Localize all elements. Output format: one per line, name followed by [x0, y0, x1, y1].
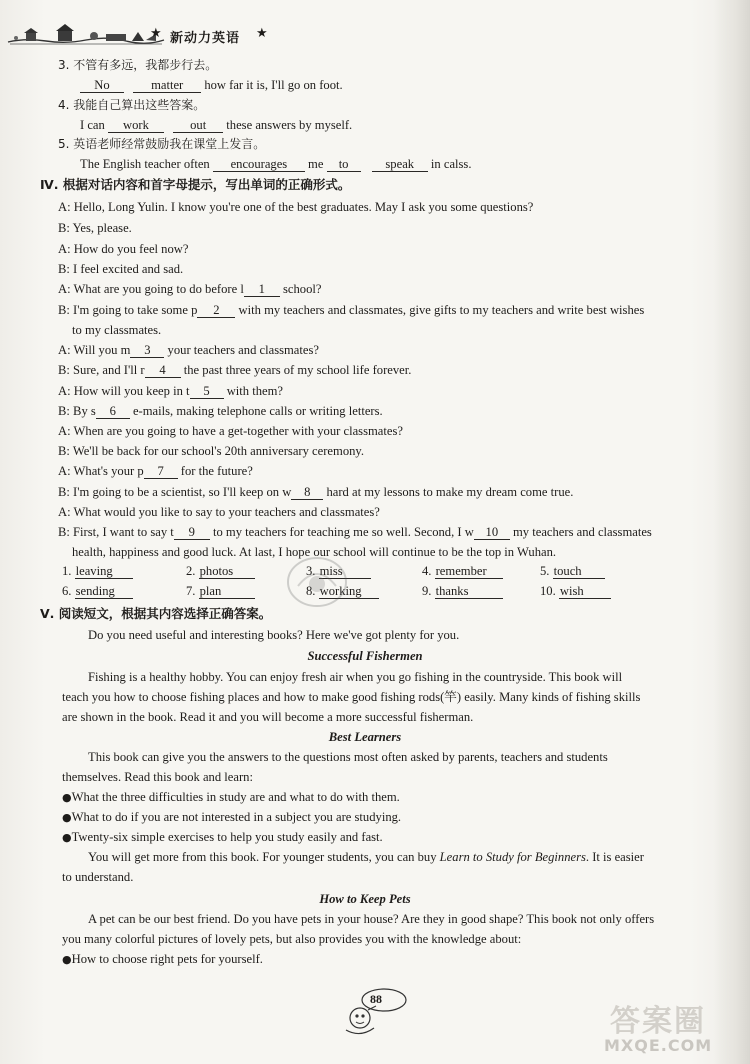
- sentence-text: how far it is, I'll go on foot.: [204, 78, 343, 92]
- page-number-badge: [338, 984, 428, 1040]
- item-4-sentence: [80, 117, 352, 133]
- paragraph-line: to understand.: [62, 870, 134, 884]
- star-icon: ★: [150, 26, 162, 41]
- answer-item: 9. thanks: [422, 584, 503, 599]
- paragraph-line: you many colorful pictures of lovely pets, but also provides you with the knowledge about:: [62, 932, 522, 946]
- bullet-icon: ●: [62, 953, 72, 966]
- dialogue-line: B: Yes, please.: [58, 221, 132, 235]
- book-title: Best Learners: [328, 730, 402, 744]
- bullet-item: ●What the three difficulties in study are and what to do with them.: [62, 790, 400, 804]
- answer-blank: 5: [190, 384, 224, 399]
- sentence-text: The English teacher often: [80, 157, 210, 171]
- dialogue-line: A: Hello, Long Yulin. I know you're one of the best graduates. May I ask you some questions?: [58, 200, 534, 214]
- answer-blank: out: [173, 118, 223, 133]
- watermark-logo-text: 答案圈: [610, 1004, 706, 1039]
- faint-stamp-seal: [286, 556, 348, 608]
- dialogue-line: B: By s 6 e-mails, making telephone calls or writing letters.: [58, 404, 383, 418]
- answer-blank: speak: [372, 157, 428, 172]
- dialogue-line: to my classmates.: [72, 323, 162, 337]
- item-3-prompt: 3. 不管有多远，我都步行去。: [58, 58, 218, 72]
- answer-blank: encourages: [213, 157, 305, 172]
- watermark-url: MXQE.COM: [604, 1036, 713, 1055]
- answer-blank: to: [327, 157, 361, 172]
- bullet-item: ●How to choose right pets for yourself.: [62, 952, 263, 966]
- intro-text: Do you need useful and interesting books? Here we've got plenty for you.: [88, 628, 460, 642]
- item-4-prompt: 4. 我能自己算出这些答案。: [58, 98, 206, 112]
- bullet-icon: ●: [62, 791, 72, 804]
- sentence-text: me: [308, 157, 324, 171]
- dialogue-line: B: I feel excited and sad.: [58, 262, 184, 276]
- bullet-icon: ●: [62, 831, 72, 844]
- answer-blank: 2: [197, 303, 235, 318]
- site-watermark: [594, 996, 744, 1062]
- answer-blank: No: [80, 78, 124, 93]
- answer-blank: 10: [474, 525, 510, 540]
- dialogue-line: B: I'm going to take some p 2 with my teachers and classmates, give gifts to my teachers and write best wishes: [58, 303, 645, 317]
- answer-blank: 3: [130, 343, 164, 358]
- answer-item: 7. plan: [186, 584, 255, 599]
- book-series-title: 新动力英语: [170, 31, 241, 46]
- dialogue-line: B: We'll be back for our school's 20th anniversary ceremony.: [58, 444, 365, 458]
- answer-item: 4. remember: [422, 564, 503, 579]
- answer-item: 10. wish: [540, 584, 611, 599]
- sentence-text: in calss.: [430, 157, 472, 171]
- dialogue-line: A: What would you like to say to your teachers and classmates?: [58, 505, 380, 519]
- dialogue-line: A: What's your p 7 for the future?: [58, 464, 253, 478]
- dialogue-line: B: First, I want to say t 9 to my teachers for teaching me so well. Second, I w 10 my teachers and classmates: [58, 525, 652, 539]
- dialogue-line: A: How will you keep in t 5 with them?: [58, 384, 283, 398]
- book-title: Successful Fishermen: [307, 649, 423, 663]
- page-header: [6, 20, 306, 50]
- dialogue-line: B: Sure, and I'll r 4 the past three years of my school life forever.: [58, 363, 412, 377]
- dialogue-line: health, happiness and good luck. At last, I hope our school will continue to be the top in Wuhan.: [72, 545, 557, 559]
- star-icon: ★: [256, 26, 268, 41]
- dialogue-line: B: I'm going to be a scientist, so I'll keep on w 8 hard at my lessons to make my dream come true.: [58, 485, 574, 499]
- paragraph-line: This book can give you the answers to the questions most often asked by parents, teachers and students: [88, 750, 608, 764]
- dialogue-line: A: When are you going to have a get-together with your classmates?: [58, 424, 403, 438]
- item-3-sentence: [80, 77, 343, 93]
- answer-blank: 4: [145, 363, 181, 378]
- paragraph-line: A pet can be our best friend. Do you have pets in your house? Are they in good shape? This book not only offers: [88, 912, 655, 926]
- paragraph-line: teach you how to choose fishing places and how to make good fishing rods(竿) easily. Many kinds of fishing skills: [62, 690, 641, 704]
- item-5-prompt: 5. 英语老师经常鼓励我在课堂上发言。: [58, 137, 266, 151]
- page-number: 88: [370, 992, 382, 1006]
- item-5-sentence: [80, 156, 471, 172]
- sentence-text: I can: [80, 118, 105, 132]
- answer-item: 2. photos: [186, 564, 255, 579]
- paragraph-line: Fishing is a healthy hobby. You can enjoy fresh air when you go fishing in the countryside. This book will: [88, 670, 623, 684]
- bullet-item: ●Twenty-six simple exercises to help you study easily and fast.: [62, 830, 383, 844]
- sentence-text: these answers by myself.: [226, 118, 353, 132]
- answer-blank: 1: [244, 282, 280, 297]
- dialogue-line: A: Will you m 3 your teachers and classmates?: [58, 343, 319, 357]
- answer-item: 8. working: [306, 584, 379, 599]
- answer-blank: 8: [291, 485, 323, 500]
- header-banner-illustration: [6, 20, 166, 50]
- answer-blank: 6: [96, 404, 130, 419]
- answer-blank: work: [108, 118, 164, 133]
- section-4-title: Ⅳ. 根据对话内容和首字母提示，写出单词的正确形式。: [40, 177, 351, 192]
- bullet-icon: ●: [62, 811, 72, 824]
- cartoon-mascot-icon: [338, 984, 428, 1040]
- paragraph-line: themselves. Read this book and learn:: [62, 770, 253, 784]
- answer-item: 6. sending: [62, 584, 133, 599]
- dialogue-line: A: How do you feel now?: [58, 242, 189, 256]
- answer-item: 5. touch: [540, 564, 605, 579]
- bullet-item: ●What to do if you are not interested in a subject you are studying.: [62, 810, 402, 824]
- answer-blank: matter: [133, 78, 201, 93]
- answer-item: 1. leaving: [62, 564, 133, 579]
- paragraph-line: You will get more from this book. For younger students, you can buy Learn to Study for Beginners. It is easier: [88, 850, 644, 864]
- answer-blank: 9: [174, 525, 210, 540]
- section-5-title: Ⅴ. 阅读短文，根据其内容选择正确答案。: [40, 606, 272, 621]
- answer-item: 3. miss: [306, 564, 371, 579]
- answer-blank: 7: [144, 464, 178, 479]
- paragraph-line: are shown in the book. Read it and you will become a more successful fisherman.: [62, 710, 474, 724]
- dialogue-line: A: What are you going to do before l 1 school?: [58, 282, 322, 296]
- book-title: How to Keep Pets: [319, 892, 411, 906]
